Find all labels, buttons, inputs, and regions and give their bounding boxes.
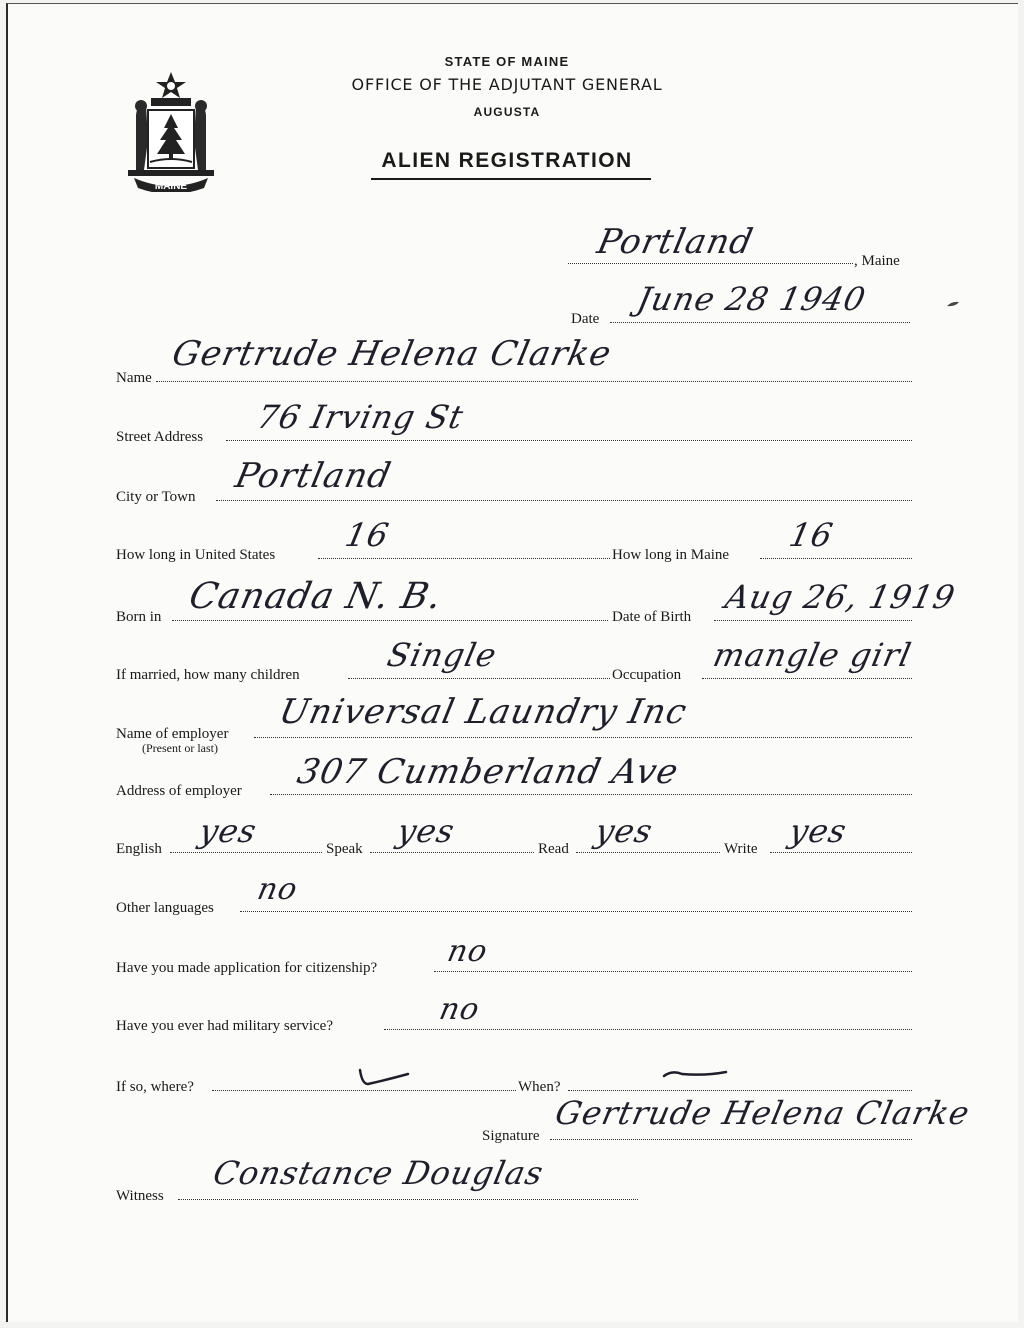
witness-line <box>178 1199 638 1200</box>
signature-line <box>550 1139 912 1140</box>
read-label: Read <box>538 841 569 857</box>
occupation-line <box>702 678 912 679</box>
employer-sublabel: (Present or last) <box>142 741 218 755</box>
speak-label: Speak <box>326 841 363 857</box>
us-duration-line <box>318 558 610 559</box>
street-value: 76 Irving St <box>253 398 468 436</box>
witness-label: Witness <box>116 1188 164 1204</box>
speak-line <box>370 852 534 853</box>
occupation-label: Occupation <box>612 667 682 683</box>
employer-line <box>254 737 912 738</box>
children-label: If married, how many children <box>116 667 300 683</box>
maine-duration-value: 16 <box>785 516 837 554</box>
dob-value: Aug 26, 1919 <box>721 578 959 616</box>
witness-value: Constance Douglas <box>209 1154 548 1192</box>
born-line <box>172 620 608 621</box>
name-label: Name <box>116 370 152 386</box>
born-value: Canada N. B. <box>185 576 446 617</box>
registration-form-page <box>6 3 1018 1322</box>
citizenship-value: no <box>444 934 492 969</box>
signature-label: Signature <box>482 1128 540 1144</box>
maine-duration-line <box>760 558 912 559</box>
where-label: If so, where? <box>116 1079 194 1095</box>
children-value: Single <box>383 636 501 674</box>
write-value: yes <box>785 812 851 850</box>
when-dash-mark <box>660 1066 730 1082</box>
where-check-mark <box>356 1064 412 1088</box>
other-languages-value: no <box>254 872 302 907</box>
place-suffix: , Maine <box>854 253 900 269</box>
other-languages-label: Other languages <box>116 900 214 916</box>
title-underline <box>371 178 651 180</box>
dob-label: Date of Birth <box>612 609 692 625</box>
name-line <box>156 381 912 382</box>
citizenship-label: Have you made application for citizenship? <box>116 960 378 976</box>
date-label: Date <box>571 311 600 327</box>
dob-line <box>714 620 912 621</box>
signature-value: Gertrude Helena Clarke <box>551 1094 974 1132</box>
other-languages-line <box>240 911 912 912</box>
employer-value: Universal Laundry Inc <box>275 692 691 732</box>
maine-duration-label: How long in Maine <box>612 547 730 563</box>
city-value: Portland <box>231 456 395 496</box>
street-line <box>226 440 912 441</box>
write-label: Write <box>724 841 758 857</box>
occupation-value: mangle girl <box>709 636 916 674</box>
read-value: yes <box>591 812 657 850</box>
english-label: English <box>116 841 162 857</box>
citizenship-line <box>434 971 912 972</box>
military-line <box>384 1029 912 1030</box>
seal-banner-text: MAINE <box>154 181 188 192</box>
date-value: June 28 1940 <box>633 280 870 318</box>
speak-value: yes <box>393 812 459 850</box>
when-label: When? <box>518 1079 561 1095</box>
employer-address-label: Address of employer <box>116 783 242 799</box>
date-line <box>610 322 910 323</box>
military-label: Have you ever had military service? <box>116 1018 333 1034</box>
ink-speck <box>946 300 960 308</box>
english-line <box>170 852 322 853</box>
us-duration-value: 16 <box>341 516 393 554</box>
born-label: Born in <box>116 609 162 625</box>
children-line <box>348 678 610 679</box>
header-office: OFFICE OF THE ADJUTANT GENERAL <box>351 75 663 94</box>
header-city: AUGUSTA <box>473 105 541 119</box>
city-line <box>216 500 912 501</box>
write-line <box>770 852 912 853</box>
city-label: City or Town <box>116 489 196 505</box>
form-title: ALIEN REGISTRATION <box>381 149 633 172</box>
where-line <box>212 1090 516 1091</box>
when-line <box>568 1090 912 1091</box>
military-value: no <box>436 992 484 1027</box>
read-line <box>576 852 720 853</box>
employer-address-value: 307 Cumberland Ave <box>293 752 683 792</box>
english-value: yes <box>195 812 261 850</box>
place-line <box>568 263 853 264</box>
employer-address-line <box>270 794 912 795</box>
place-value: Portland <box>593 222 757 262</box>
employer-label: Name of employer <box>116 726 229 742</box>
street-label: Street Address <box>116 429 204 445</box>
us-duration-label: How long in United States <box>116 547 276 563</box>
name-value: Gertrude Helena Clarke <box>168 334 616 374</box>
header-state: STATE OF MAINE <box>444 54 570 69</box>
